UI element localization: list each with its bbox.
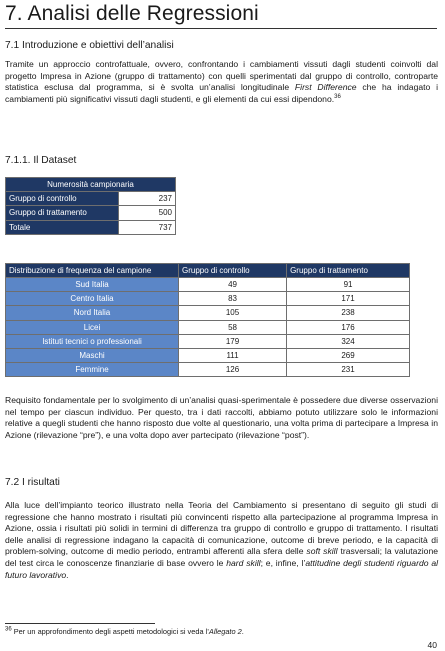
- footnote-end: .: [241, 627, 244, 636]
- subsection-title-dataset: 7.1.1. Il Dataset: [5, 155, 77, 166]
- results-text-c: ; e, infine, l’: [260, 557, 306, 568]
- row-label: Femmine: [6, 363, 179, 377]
- control-value: 58: [179, 320, 287, 334]
- row-label: Sud Italia: [6, 278, 179, 292]
- row-label: Nord Italia: [6, 306, 179, 320]
- intro-text-emphasis: First Difference: [294, 82, 357, 93]
- intro-text-b: che ha indagato i cambiamenti più significativi vissuti dagli studenti, e gli elementi da cui essi dipendono.: [5, 82, 438, 104]
- table-row: [6, 334, 410, 348]
- table-row: [6, 220, 176, 234]
- results-text-a: Alla luce dell’impianto teorico illustrato nella Teoria del Cambiamento si presentano di seguito gli studi di regressione che hanno mostrato i risultati più convincenti rispetto alla partecipazione al programma Impresa in Azione, ossia i risultati più solidi in termini di differenza tra gruppo di controllo e gruppo di trattamento. I risultati delle analisi di regressione indagano la capacità di comunicazione, outcome di breve periodo, e la capacità di problem-solving, outcome di medio periodo, entrambi afferenti alla sfera delle: [5, 500, 438, 557]
- table-row: [6, 306, 410, 320]
- chapter-title: 7. Analisi delle Regressioni: [5, 2, 259, 25]
- treatment-value: 231: [287, 363, 410, 377]
- sample-size-table: [5, 177, 176, 235]
- footnote-number: 36: [5, 626, 12, 633]
- treatment-value: 171: [287, 292, 410, 306]
- table-header-row: [6, 264, 410, 278]
- results-paragraph: [5, 500, 438, 581]
- dataset-paragraph: Requisito fondamentale per lo svolgimento di un’analisi quasi-sperimentale è possedere due diverse osservazioni nel tempo per ciascun individuo. Per questo, tra i dati raccolti, abbiamo potuto utilizzare solo le informazioni relative a quegli studenti che hanno risposto due volte al questionario, una volta prima di partecipare a Impresa in Azione (rilevazione “pre”), e una volta dopo aver partecipato (rilevazione “post”).: [5, 395, 438, 440]
- control-value: 49: [179, 278, 287, 292]
- intro-paragraph: [5, 59, 438, 105]
- page-number: 40: [427, 640, 437, 650]
- table-row: [6, 278, 410, 292]
- control-value: 105: [179, 306, 287, 320]
- results-em-soft-skill: soft skill: [306, 546, 338, 557]
- row-label: Totale: [6, 220, 119, 234]
- treatment-value: 176: [287, 320, 410, 334]
- results-text-b: trasversali; la valutazione del test circa le conoscenze finanziarie di base ovvero le: [5, 546, 439, 568]
- control-value: 111: [179, 348, 287, 362]
- column-header-control: Gruppo di controllo: [179, 264, 287, 278]
- intro-text-a: Tramite un approccio controfattuale, ovvero, confrontando i cambiamenti vissuti dagli studenti coinvolti dal progetto Impresa in Azione (gruppo di trattamento) con quelli sperimentati dal gruppo di controllo, controparte statistica esclusa dal programma, si è svolta un’analisi longitudinale: [5, 59, 438, 93]
- row-value: 237: [119, 192, 176, 206]
- row-label: Licei: [6, 320, 179, 334]
- results-text-d: .: [66, 569, 69, 580]
- footnote-reference[interactable]: 36: [334, 93, 341, 100]
- row-value: 500: [119, 206, 176, 220]
- footnote-text: Per un approfondimento degli aspetti metodologici si veda l’: [11, 627, 209, 636]
- footnote-emphasis: Allegato 2: [208, 627, 242, 636]
- control-value: 83: [179, 292, 287, 306]
- results-em-attitude: attitudine degli studenti riguardo al futuro lavorativo: [5, 557, 439, 580]
- control-value: 126: [179, 363, 287, 377]
- frequency-distribution-table: [5, 263, 410, 377]
- treatment-value: 238: [287, 306, 410, 320]
- table-row: [6, 192, 176, 206]
- treatment-value: 269: [287, 348, 410, 362]
- row-label: Gruppo di controllo: [6, 192, 119, 206]
- row-label: Istituti tecnici o professionali: [6, 334, 179, 348]
- column-header-treatment: Gruppo di trattamento: [287, 264, 410, 278]
- table-row: [6, 363, 410, 377]
- row-label: Maschi: [6, 348, 179, 362]
- sample-table-header: Numerosità campionaria: [6, 178, 176, 192]
- footnote: [5, 627, 244, 636]
- row-value: 737: [119, 220, 176, 234]
- section-title-7-1: 7.1 Introduzione e obiettivi dell’analisi: [5, 40, 174, 51]
- results-em-hard-skill: hard skill: [226, 557, 261, 568]
- control-value: 179: [179, 334, 287, 348]
- footnote-separator: [5, 623, 155, 624]
- row-label: Gruppo di trattamento: [6, 206, 119, 220]
- row-label: Centro Italia: [6, 292, 179, 306]
- section-title-7-2: 7.2 I risultati: [5, 477, 60, 488]
- table-row: [6, 348, 410, 362]
- treatment-value: 91: [287, 278, 410, 292]
- title-underline: [5, 28, 437, 29]
- table-row: [6, 292, 410, 306]
- table-row: [6, 320, 410, 334]
- treatment-value: 324: [287, 334, 410, 348]
- column-header-distribution: Distribuzione di frequenza del campione: [6, 264, 179, 278]
- table-row: [6, 206, 176, 220]
